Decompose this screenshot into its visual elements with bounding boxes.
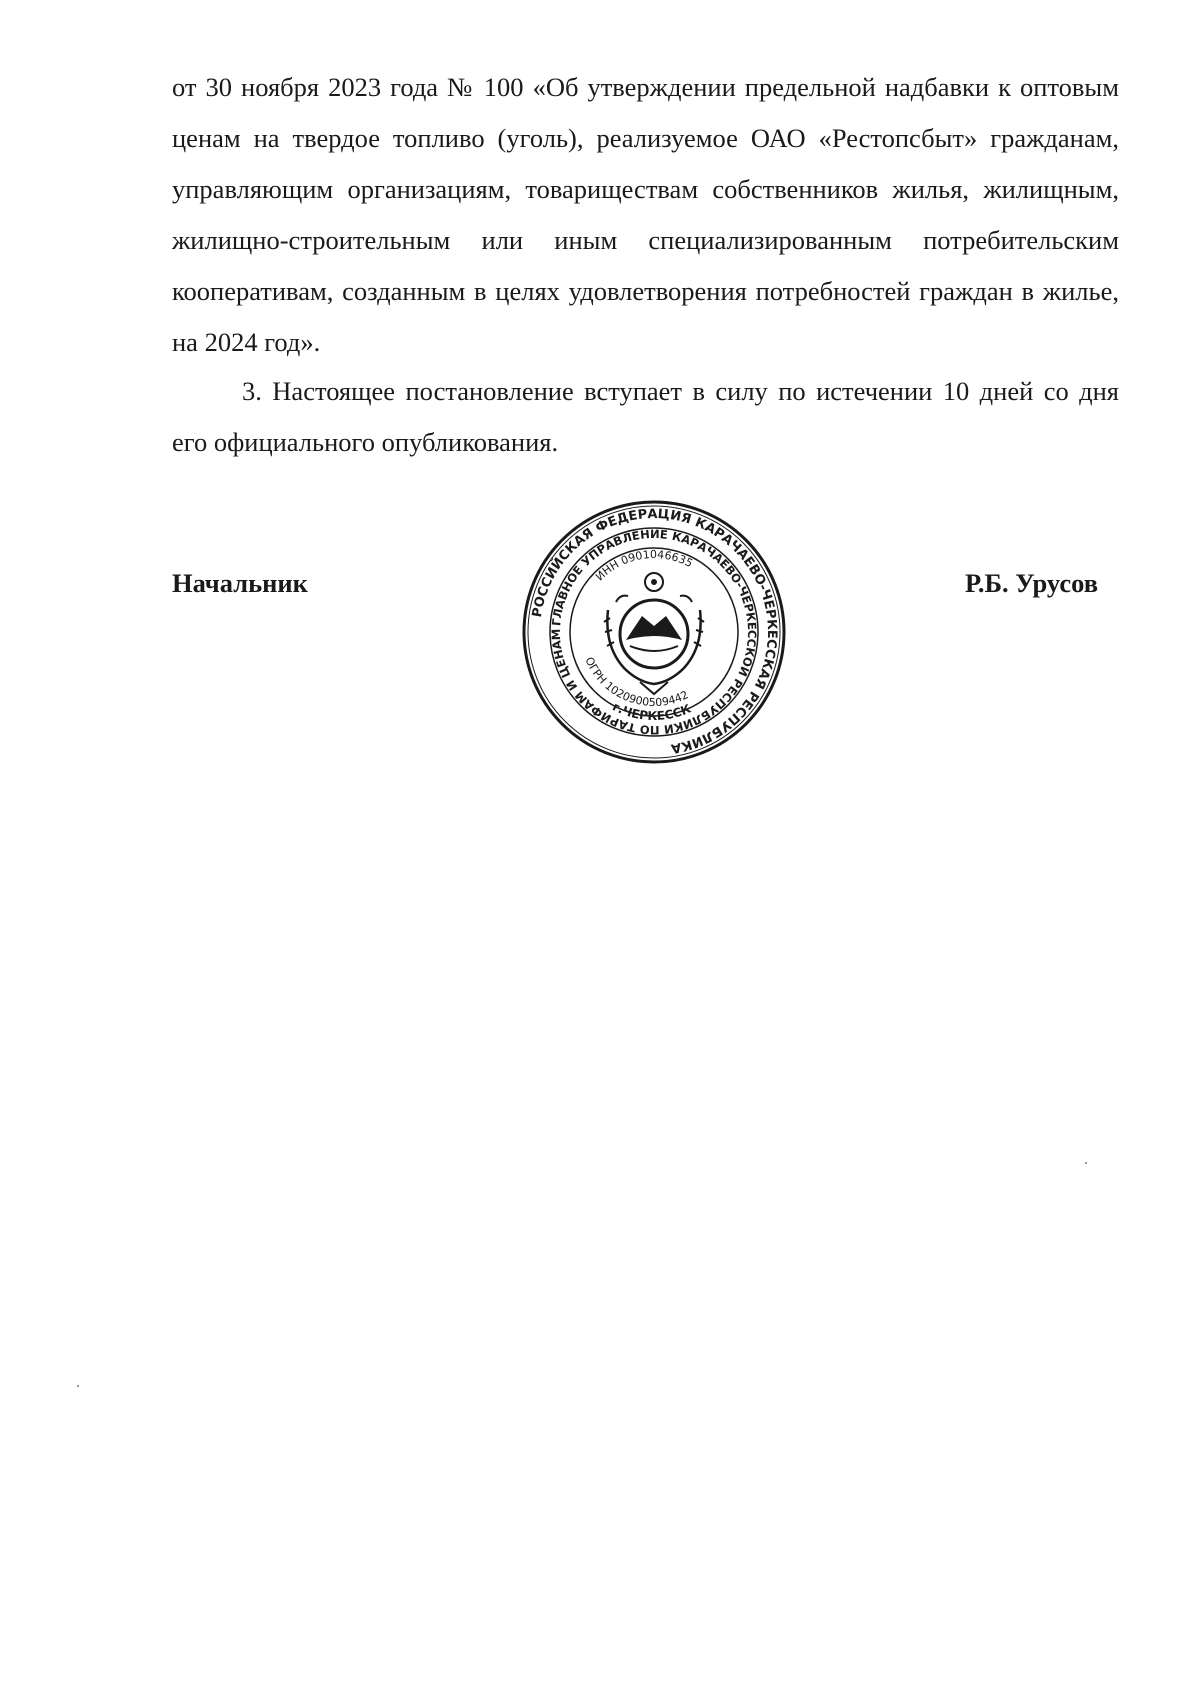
signatory-title: Начальник bbox=[172, 568, 308, 598]
paragraph-2: 3. Настоящее постановление вступает в силу по истечении 10 дней со дня его официального опубликования. bbox=[172, 376, 1119, 457]
scan-speck bbox=[1085, 1162, 1087, 1164]
republic-emblem-icon bbox=[604, 573, 704, 694]
seal-city: г.ЧЕРКЕССК bbox=[610, 699, 693, 724]
signatory-name: Р.Б. Урусов bbox=[965, 568, 1099, 598]
seal-inn: ИНН 0901046635 bbox=[593, 547, 695, 584]
seal-outer-text: РОССИЙСКАЯ ФЕДЕРАЦИЯ КАРАЧАЕВО-ЧЕРКЕССКАЯ РЕСПУБЛИКА bbox=[529, 506, 780, 756]
seal-ogrn: ОГРН 1020900509442 bbox=[582, 655, 691, 710]
official-seal bbox=[520, 498, 788, 766]
seal-graphic bbox=[520, 498, 788, 766]
scan-speck bbox=[77, 1385, 79, 1387]
paragraph-1: от 30 ноября 2023 года № 100 «Об утверждении предельной надбавки к оптовым ценам на твердое топливо (уголь), реализуемое ОАО «Рестопсбыт» гражданам, управляющим организациям, товариществам собственников жилья, жилищным, жилищно-строительным или иным специализированным потребительским кооперативам, созданным в целях удовлетворения потребностей граждан в жилье, на 2024 год». bbox=[172, 72, 1119, 357]
seal-middle-text: ГЛАВНОЕ УПРАВЛЕНИЕ КАРАЧАЕВО-ЧЕРКЕССКОЙ РЕСПУБЛИКИ ПО ТАРИФАМ И ЦЕНАМ bbox=[548, 526, 760, 738]
